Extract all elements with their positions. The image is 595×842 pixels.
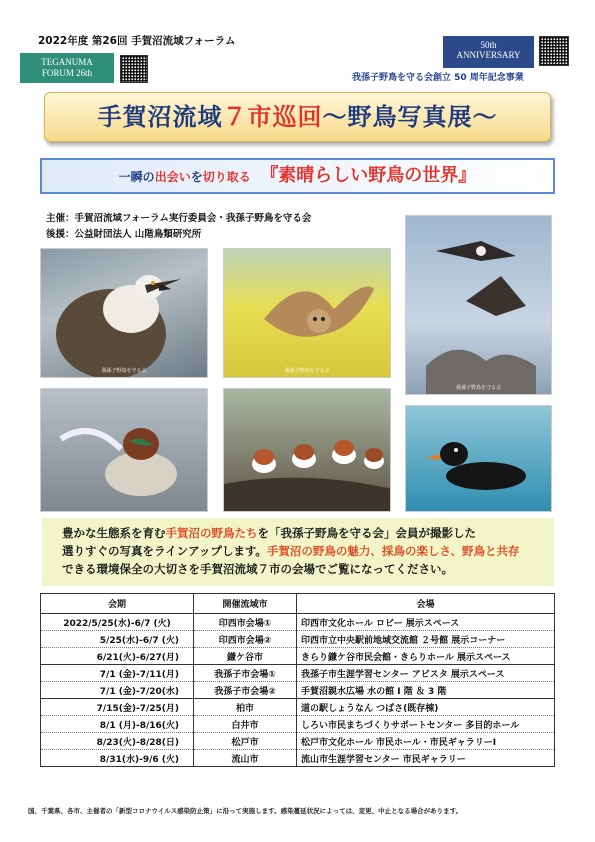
city-cell: 印西市会場② <box>194 631 297 648</box>
table-row <box>41 699 555 716</box>
city-cell: 流山市 <box>194 750 297 767</box>
logo-line-1: TEGANUMA <box>41 57 93 67</box>
period-cell: 8/31(水)-9/6 (火) <box>41 750 194 767</box>
qr-code-icon[interactable] <box>120 55 148 83</box>
table-row <box>41 648 555 665</box>
turnstones-photo <box>223 388 391 512</box>
anniversary-tagline: 我孫子野鳥を守る会創立 50 周年記念事業 <box>352 73 524 83</box>
table-row <box>41 716 555 733</box>
column-header-period: 会期 <box>41 594 194 614</box>
table-row <box>41 665 555 682</box>
column-header-venue: 会場 <box>297 594 555 614</box>
schedule-table <box>40 593 555 767</box>
city-cell: 柏市 <box>194 699 297 716</box>
description-highlight: 手賀沼の野鳥たち <box>165 526 258 540</box>
teganuma-forum-logo <box>20 53 114 83</box>
photo-caption: 我孫子野鳥を守る会 <box>101 368 147 374</box>
scoter-photo <box>405 405 552 512</box>
description-text: を「我孫子野鳥を守る会」会員が撮影した <box>257 526 476 540</box>
period-cell: 8/1 (月)-8/16(火) <box>41 716 194 733</box>
description-line-1 <box>62 524 544 542</box>
owl-photo <box>223 248 391 378</box>
exhibition-description <box>42 518 554 586</box>
organizer-host: 主催：手賀沼流域フォーラム実行委員会・我孫子野鳥を守る会 <box>46 213 312 224</box>
qr-code-icon[interactable] <box>539 36 569 66</box>
city-cell: 印西市会場① <box>194 614 297 631</box>
table-header-row <box>41 594 555 614</box>
teal-duck-photo <box>40 388 208 512</box>
description-line-2 <box>62 542 544 560</box>
column-header-city: 開催流域市 <box>194 594 297 614</box>
subtitle-lead <box>119 170 251 184</box>
photo-caption: 我孫子野鳥を守る会 <box>455 385 501 391</box>
description-text: 豊かな生態系を育む <box>62 526 166 540</box>
anniversary-logo <box>443 36 534 68</box>
table-row <box>41 631 555 648</box>
logo-line-2: FORUM 26th <box>41 68 93 78</box>
description-highlight: 手賀沼の野鳥の魅力、採鳥の楽しさ、野鳥と共存 <box>266 544 520 558</box>
osprey-image <box>41 249 208 378</box>
period-cell: 2022/5/25(水)-6/7 (火) <box>41 614 194 631</box>
owl-image <box>224 249 391 378</box>
city-cell: 白井市 <box>194 716 297 733</box>
venue-cell: 流山市生涯学習センター 市民ギャラリー <box>297 750 555 767</box>
period-cell: 5/25(水)-6/7 (火) <box>41 631 194 648</box>
subtitle-main: 『素晴らしい野鳥の世界』 <box>260 165 477 186</box>
anniversary-line-2: ANNIVERSARY <box>456 50 521 60</box>
city-cell: 鎌ケ谷市 <box>194 648 297 665</box>
venue-cell: 我孫子市生涯学習センター アビスタ 展示スペース <box>297 665 555 682</box>
venue-cell: 手賀沼親水広場 水の館 I 階 ＆ 3 階 <box>297 682 555 699</box>
venue-cell: しろい市民まちづくりサポートセンター 多目的ホール <box>297 716 555 733</box>
eagles-image <box>406 216 552 395</box>
teal-duck-image <box>41 389 208 512</box>
anniversary-line-1: 50th <box>480 40 497 50</box>
description-line-3 <box>62 560 544 578</box>
period-cell: 7/1 (金)-7/11(月) <box>41 665 194 682</box>
eagles-photo <box>405 215 552 395</box>
venue-cell: 印西市立中央駅前地域交流館 ２号館 展示コーナー <box>297 631 555 648</box>
description-text: できる環境保全の大切さを手賀沼流域７市の会場でご覧になってください。 <box>62 562 453 576</box>
title-part-1: 手賀沼流域 <box>97 103 223 131</box>
subtitle-highlight: 切り取る <box>202 170 251 184</box>
subtitle-banner <box>40 158 555 194</box>
city-cell: 松戸市 <box>194 733 297 750</box>
period-cell: 7/1 (金)-7/20(水) <box>41 682 194 699</box>
title-part-2: ７市巡回 <box>222 103 323 131</box>
table-row <box>41 682 555 699</box>
period-cell: 8/23(火)-8/28(日) <box>41 733 194 750</box>
subtitle-highlight: 出会い <box>154 170 191 184</box>
osprey-photo <box>40 248 208 378</box>
event-title: 2022年度 第26回 手賀沼流域フォーラム <box>38 35 236 47</box>
main-title <box>44 92 551 142</box>
subtitle-text: を <box>190 170 203 184</box>
venue-cell: きらり鎌ケ谷市民会館・きらりホール 展示スペース <box>297 648 555 665</box>
subtitle-text: 一瞬の <box>118 170 155 184</box>
photo-caption: 我孫子野鳥を守る会 <box>284 368 330 374</box>
venue-cell: 松戸市文化ホール 市民ホール・市民ギャラリーI <box>297 733 555 750</box>
city-cell: 我孫子市会場① <box>194 665 297 682</box>
period-cell: 7/15(金)-7/25(月) <box>41 699 194 716</box>
scoter-image <box>406 406 552 512</box>
covid-footnote: 国、千葉県、各市、主催者の「新型コロナウイルス感染防止策」に沿って実施します。感染蔓延状況によっては、変更、中止となる場合があります。 <box>28 807 463 815</box>
description-text: 選りすぐの写真をラインアップします。 <box>62 544 267 558</box>
venue-cell: 印西市文化ホール ロビー 展示スペース <box>297 614 555 631</box>
period-cell: 6/21(火)-6/27(月) <box>41 648 194 665</box>
venue-cell: 道の駅しょうなん つばさ(既存棟) <box>297 699 555 716</box>
city-cell: 我孫子市会場② <box>194 682 297 699</box>
title-part-3: ～野鳥写真展～ <box>322 103 498 131</box>
table-row <box>41 614 555 631</box>
table-row <box>41 750 555 767</box>
table-row <box>41 733 555 750</box>
turnstones-image <box>224 389 391 512</box>
organizer-support: 後援：公益財団法人 山階鳥類研究所 <box>46 229 202 240</box>
